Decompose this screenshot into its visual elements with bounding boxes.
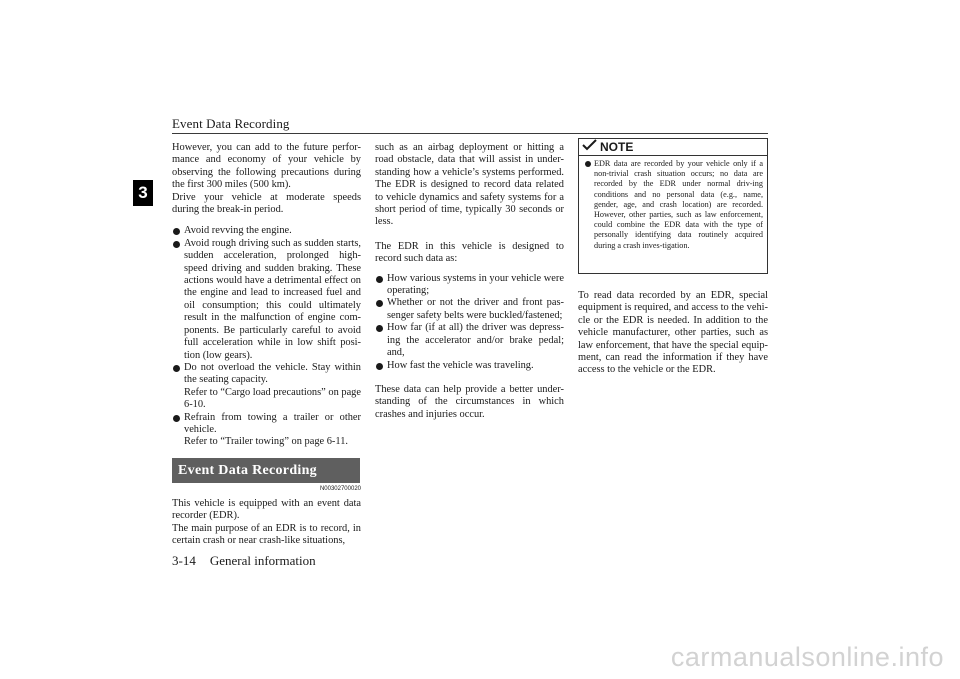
- page-reference: Refer to “Trailer towing” on page 6-11.: [184, 436, 348, 448]
- list-item: How various systems in your vehicle were operating;: [375, 273, 564, 298]
- page-footer: [172, 553, 316, 569]
- paragraph: This vehicle is equipped with an event data recorder (EDR).: [172, 497, 361, 522]
- note-label: NOTE: [600, 139, 634, 154]
- page-number: 3-14: [172, 553, 196, 568]
- note-box: [578, 138, 768, 274]
- paragraph: Drive your vehicle at moderate speeds during the break-in period.: [172, 191, 361, 216]
- section-heading: Event Data Recording: [172, 458, 360, 483]
- pencil-check-icon: [582, 139, 597, 154]
- section-code: N00302700020: [319, 485, 361, 492]
- page-reference: Refer to “Cargo load precautions” on page 6-10.: [184, 386, 361, 411]
- note-body: [584, 159, 763, 251]
- bullet-icon: [376, 276, 383, 283]
- paragraph: These data can help provide a better under-standing of the circumstances in which crashes and injuries occur.: [375, 383, 564, 420]
- bullet-icon: [585, 161, 591, 167]
- bullet-icon: [376, 300, 383, 307]
- list-item: Avoid revving the engine.: [172, 225, 361, 237]
- column-1: [172, 142, 361, 547]
- paragraph: The EDR in this vehicle is designed to record such data as:: [375, 240, 564, 265]
- page-header-title: Event Data Recording: [172, 116, 290, 131]
- bullet-icon: [173, 415, 180, 422]
- list-item: How fast the vehicle was traveling.: [375, 360, 564, 372]
- list-item: Whether or not the driver and front pas-senger safety belts were buckled/fastened;: [375, 297, 564, 322]
- paragraph: However, you can add to the future perfor-mance and economy of your vehicle by observing the following precautions during the first 300 miles (500 km).: [172, 142, 361, 191]
- list-item: Do not overload the vehicle. Stay within the seating capacity. Refer to “Cargo load precautions” on page 6-10.: [172, 362, 361, 412]
- precaution-list: [172, 225, 361, 448]
- note-divider: [579, 155, 767, 156]
- section-name: General information: [209, 553, 316, 568]
- bullet-icon: [376, 325, 383, 332]
- edr-data-list: [375, 273, 564, 372]
- column-2: [375, 142, 564, 421]
- bullet-icon: [173, 228, 180, 235]
- note-header: [579, 139, 644, 154]
- paragraph: To read data recorded by an EDR, special equipment is required, and access to the vehi-cle or the EDR is needed. In addition to the vehicle manufacturer, other parties, such as law enforcement, that have the special equip-ment, can read the information if they have access to the vehicle or the EDR.: [578, 290, 768, 376]
- chapter-tab: 3: [133, 180, 153, 206]
- column-3: [578, 290, 768, 377]
- list-item: Avoid rough driving such as sudden starts, sudden acceleration, prolonged high-speed driving and sudden braking. These actions would have a detrimental effect on the engine and lead to increased fuel and oil consumption; this could ultimately result in the malfunction of engine com-ponents. Be particularly careful to avoid full acceleration while in low shift posi-tion (low gears).: [172, 238, 361, 362]
- bullet-icon: [173, 365, 180, 372]
- bullet-icon: [173, 241, 180, 248]
- paragraph: The main purpose of an EDR is to record, in certain crash or near crash-like situations,: [172, 522, 361, 546]
- paragraph: such as an airbag deployment or hitting a road obstacle, data that will assist in under-standing how a vehicle’s systems performed. The EDR is designed to record data related to vehicle dynamics and safety systems for a short period of time, typically 30 seconds or less.: [375, 142, 564, 228]
- list-item: How far (if at all) the driver was depress-ing the accelerator and/or brake pedal; and,: [375, 322, 564, 359]
- header-divider: [172, 133, 768, 134]
- list-item: EDR data are recorded by your vehicle only if a non-trivial crash situation occurs; no data are recorded by the EDR under normal driv-ing conditions and no personal data (e.g., name, gender, age, and crash location) are recorded. However, other parties, such as law enforcement, could combine the EDR data with the type of personally identifying data routinely acquired during a crash inves-tigation.: [584, 159, 763, 251]
- list-item: Refrain from towing a trailer or other vehicle. Refer to “Trailer towing” on page 6-11.: [172, 412, 361, 449]
- bullet-icon: [376, 363, 383, 370]
- watermark: carmanualsonline.info: [670, 642, 944, 672]
